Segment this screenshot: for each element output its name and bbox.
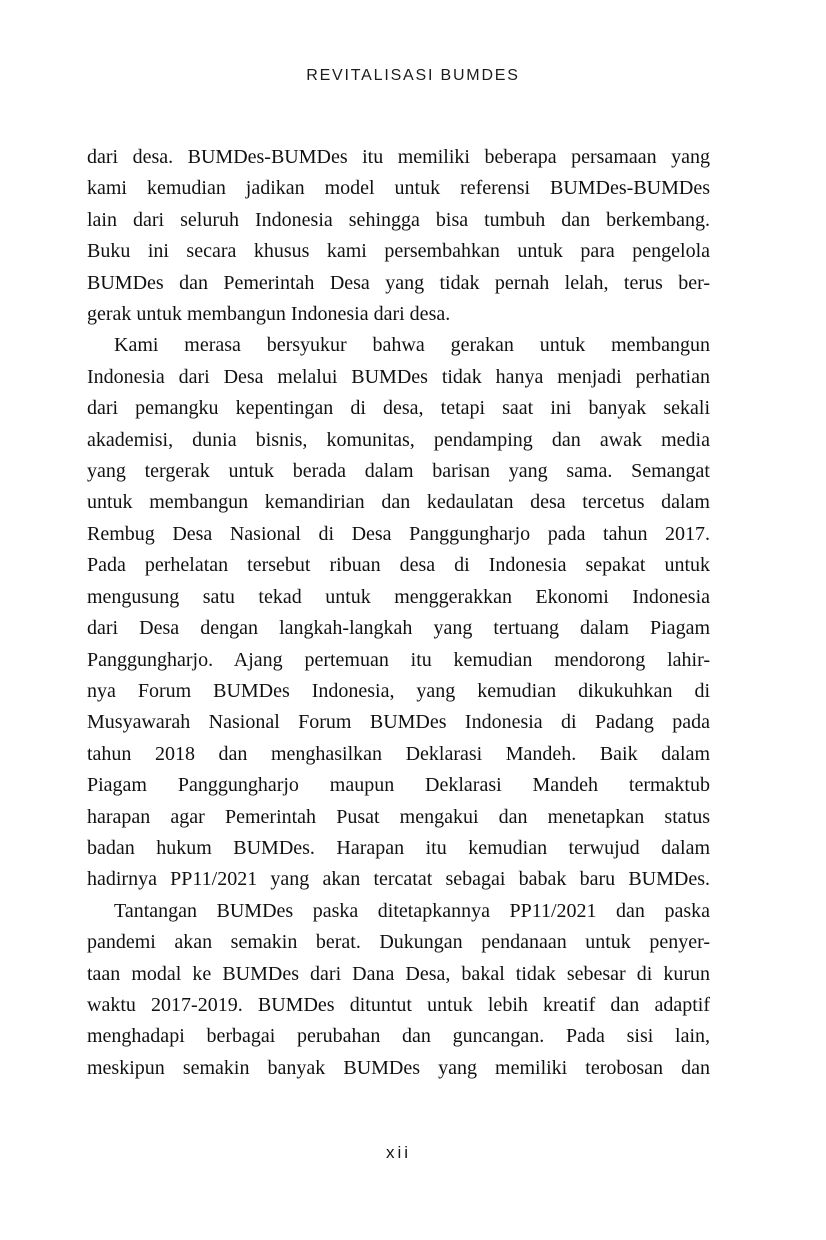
text-line: mengusung satu tekad untuk menggerakkan Ekonomi Indonesia [87,585,710,608]
text-line: dari Desa dengan langkah-langkah yang tertuang dalam Piagam [87,617,710,640]
text-line: dari desa. BUMDes-BUMDes itu memiliki beberapa persamaan yang [87,146,710,168]
text-line: hadirnya PP11/2021 yang akan tercatat sebagai babak baru BUMDes. [87,868,710,891]
text-line: untuk membangun kemandirian dan kedaulatan desa tercetus dalam [87,491,710,514]
text-line: lain dari seluruh Indonesia sehingga bisa tumbuh dan berkembang. [87,208,710,231]
paragraph [87,330,710,895]
paragraph [87,142,710,330]
text-line: Indonesia dari Desa melalui BUMDes tidak hanya menjadi perhatian [87,365,710,388]
text-line: Rembug Desa Nasional di Desa Panggungharjo pada tahun 2017. [87,522,710,545]
text-line: Pada perhelatan tersebut ribuan desa di Indonesia sepakat untuk [87,554,710,577]
text-line: pandemi akan semakin berat. Dukungan pendanaan untuk penyer- [87,931,710,954]
running-title: REVITALISASI BUMDES [306,67,520,84]
text-line: BUMDes dan Pemerintah Desa yang tidak pernah lelah, terus ber- [87,271,710,294]
text-line: harapan agar Pemerintah Pusat mengakui dan menetapkan status [87,805,710,828]
text-line: tahun 2018 dan menghasilkan Deklarasi Mandeh. Baik dalam [87,742,710,765]
body-text-block [87,142,710,1084]
text-line: menghadapi berbagai perubahan dan guncangan. Pada sisi lain, [87,1025,710,1048]
text-line: badan hukum BUMDes. Harapan itu kemudian terwujud dalam [87,836,710,859]
page-number: xii [385,1143,412,1162]
running-header [0,67,826,85]
page-footer [87,1143,710,1163]
text-line: Buku ini secara khusus kami persembahkan untuk para pengelola [87,240,710,263]
text-line: Musyawarah Nasional Forum BUMDes Indonesia di Padang pada [87,711,710,734]
text-line: Panggungharjo. Ajang pertemuan itu kemudian mendorong lahir- [87,648,710,671]
text-line: waktu 2017-2019. BUMDes dituntut untuk lebih kreatif dan adaptif [87,993,710,1016]
text-line: yang tergerak untuk berada dalam barisan yang sama. Semangat [87,460,710,483]
text-line: akademisi, dunia bisnis, komunitas, pendamping dan awak media [87,428,710,451]
text-line: Kami merasa bersyukur bahwa gerakan untuk membangun [114,334,710,357]
text-line: Tantangan BUMDes paska ditetapkannya PP11/2021 dan paska [114,899,710,922]
text-line: meskipun semakin banyak BUMDes yang memiliki terobosan dan [87,1056,710,1079]
text-line: kami kemudian jadikan model untuk referensi BUMDes-BUMDes [87,177,710,200]
text-line: Piagam Panggungharjo maupun Deklarasi Mandeh termaktub [87,774,710,797]
paragraph [87,896,710,1084]
text-line: gerak untuk membangun Indonesia dari desa. [87,303,451,326]
text-line: taan modal ke BUMDes dari Dana Desa, bakal tidak sebesar di kurun [87,962,710,985]
text-line: dari pemangku kepentingan di desa, tetapi saat ini banyak sekali [87,397,710,420]
text-line: nya Forum BUMDes Indonesia, yang kemudian dikukuhkan di [87,679,710,702]
